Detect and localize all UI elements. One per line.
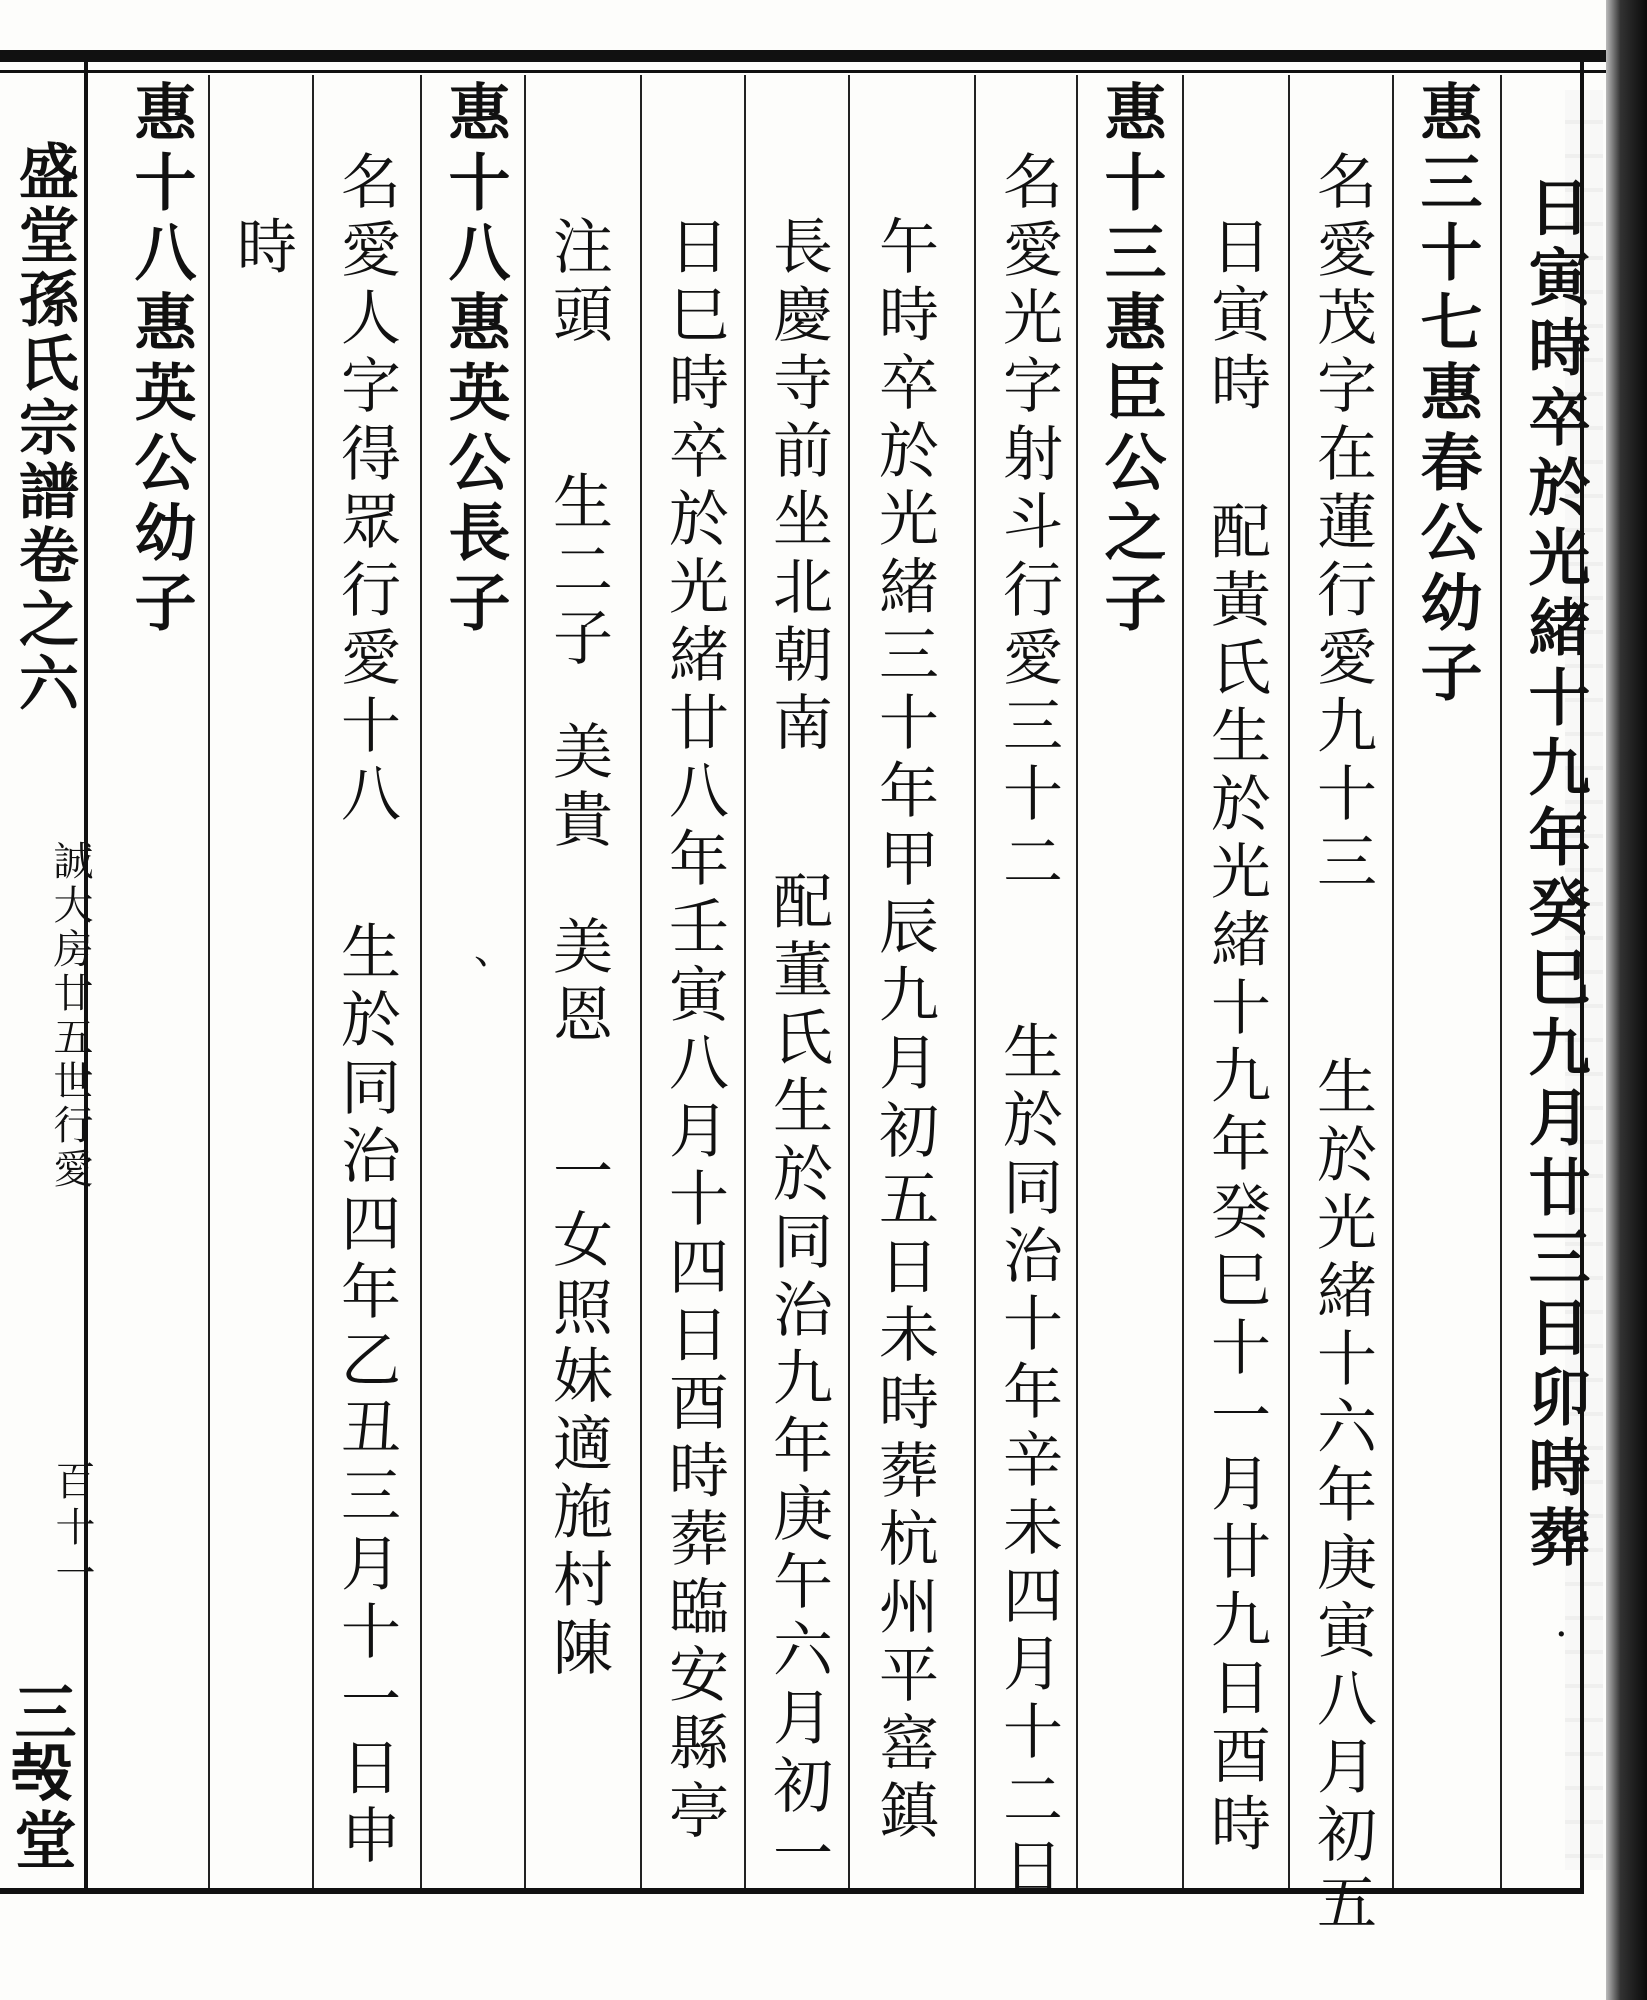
- top-frame-thin-rule: [0, 70, 1606, 73]
- column-rule: [1182, 75, 1184, 1888]
- text-column-8b: 配董氏生於同治九年庚午六月初一: [763, 870, 833, 1890]
- column-rule: [420, 75, 422, 1888]
- entry-heading-3: 惠十八惠英公長子: [438, 80, 511, 640]
- text-column-12a: 名愛人字得眾行愛十八: [331, 150, 401, 830]
- text-column-10d: 美恩: [543, 915, 613, 1051]
- text-column-8a: 長慶寺前坐北朝南: [763, 215, 833, 759]
- entry-heading-4: 惠十八惠英公幼子: [124, 80, 197, 640]
- text-column-3b: 生於光緒十六年庚寅八月初五: [1307, 1055, 1377, 1939]
- text-column-6b: 生於同治十年辛未四月十二日: [993, 1020, 1063, 1904]
- text-column-3a: 名愛茂字在蓮行愛九十三: [1307, 150, 1377, 898]
- top-frame-rule: [0, 50, 1606, 62]
- column-rule: [1500, 75, 1502, 1888]
- text-column-10c: 美貴: [543, 720, 613, 856]
- text-column-4b: 配黃氏生於光緒十九年癸巳十一月廿九日酉時: [1201, 500, 1271, 1860]
- book-title: 盛堂孫氏宗譜卷之六: [9, 140, 79, 716]
- text-column-6a: 名愛光字射斗行愛三十二: [993, 150, 1063, 898]
- ink-mark: ·: [1555, 1612, 1568, 1658]
- text-column-10e: 一女照妹適施村陳: [543, 1140, 613, 1684]
- page-number: 百十一: [49, 1460, 95, 1598]
- text-column-10a: 注頭: [543, 215, 613, 351]
- column-rule: [524, 75, 526, 1888]
- book-spine-margin: [0, 60, 95, 1894]
- text-column-12b: 生於同治四年乙丑三月十一日申: [331, 920, 401, 1872]
- book-binding-edge: [1606, 0, 1647, 2000]
- column-rule: [848, 75, 850, 1888]
- branch-generation-label: 誠大房廿五世行愛: [47, 840, 93, 1192]
- hall-name: 三𣪊堂: [4, 1680, 77, 1872]
- column-rule: [744, 75, 746, 1888]
- entry-heading-1: 惠三十七惠春公幼子: [1410, 80, 1483, 710]
- text-column-13: 時: [227, 215, 297, 283]
- column-rule: [312, 75, 314, 1888]
- text-column-9: 日巳時卒於光緒廿八年壬寅八月十四日酉時葬臨安縣亭: [659, 215, 729, 1847]
- text-column-4a: 日寅時: [1201, 215, 1271, 419]
- text-column-7: 午時卒於光緒三十年甲辰九月初五日未時葬杭州平窰鎮: [869, 215, 939, 1847]
- ink-mark: 、: [474, 927, 514, 973]
- column-rule: [1392, 75, 1394, 1888]
- entry-heading-2: 惠十三惠臣公之子: [1094, 80, 1167, 640]
- text-column-1: 日寅時卒於光緒十九年癸巳九月廿三日卯時葬: [1518, 175, 1591, 1575]
- column-rule: [1288, 75, 1290, 1888]
- column-rule: [640, 75, 642, 1888]
- column-rule: [208, 75, 210, 1888]
- text-column-10b: 生二子: [543, 470, 613, 674]
- column-rule: [974, 75, 976, 1888]
- column-rule: [1076, 75, 1078, 1888]
